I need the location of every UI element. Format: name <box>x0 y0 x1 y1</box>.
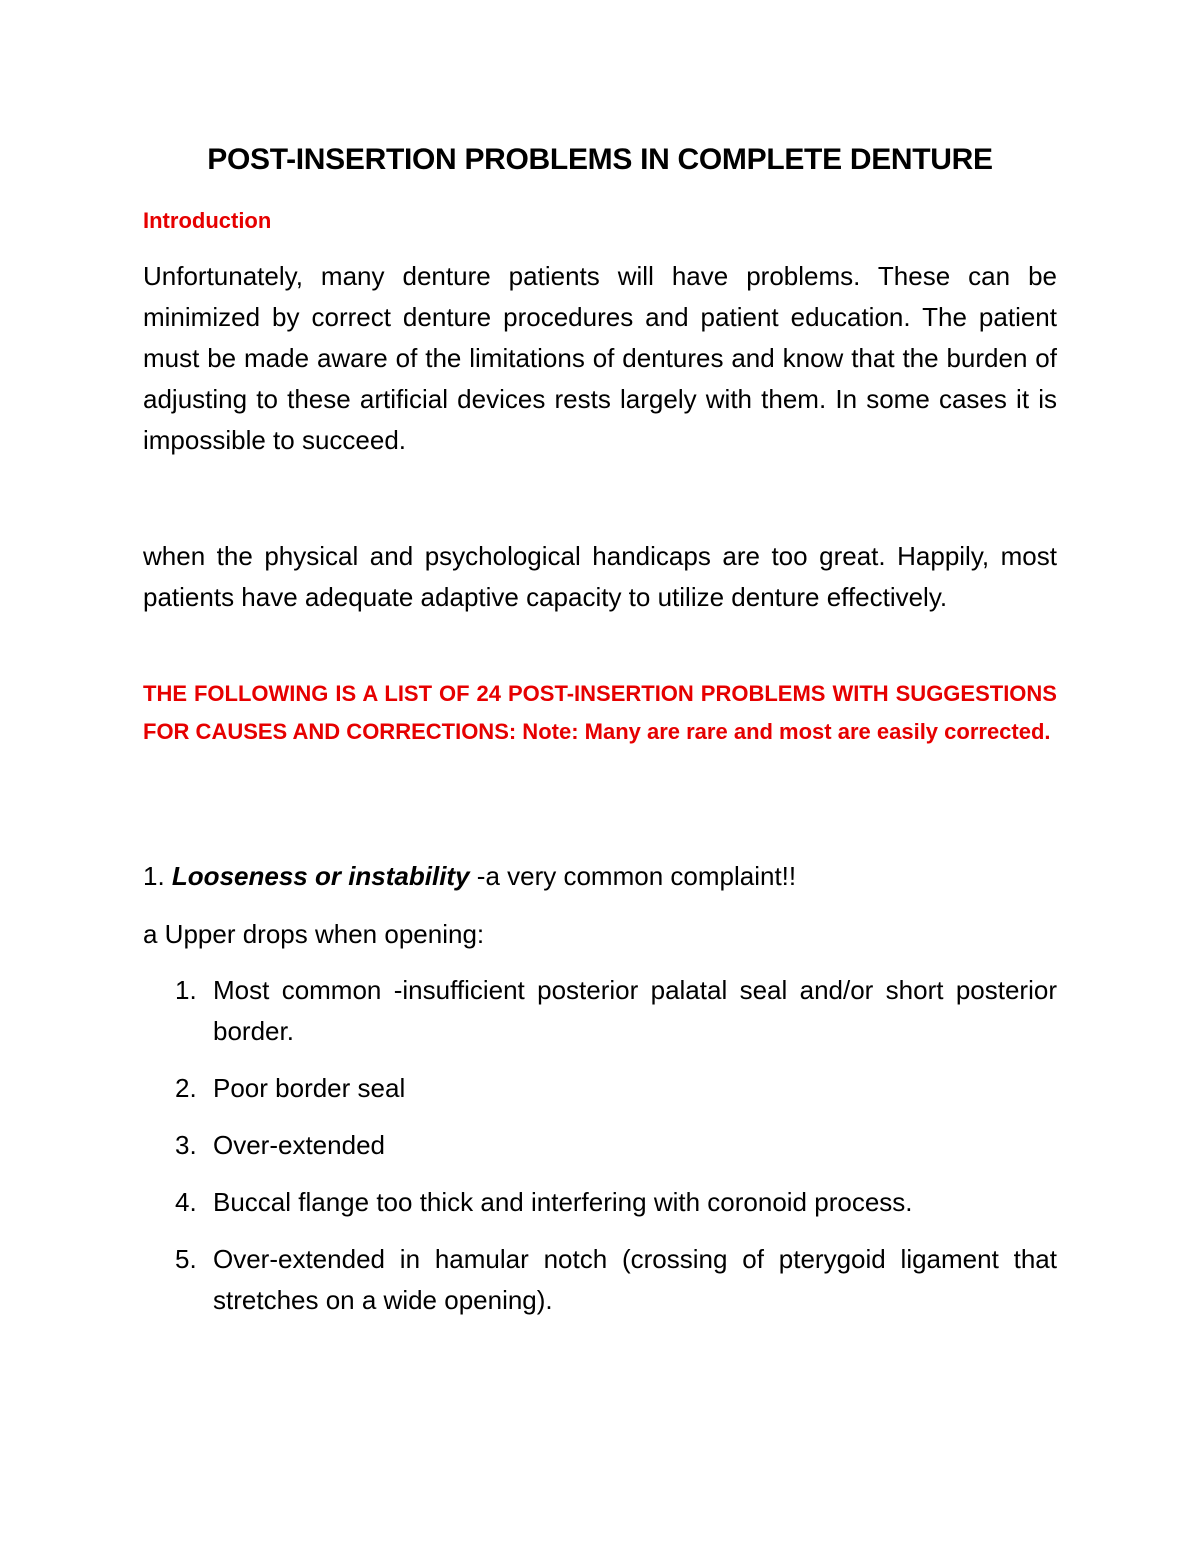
problem-title: Looseness or instability <box>171 861 470 891</box>
notice-paragraph: THE FOLLOWING IS A LIST OF 24 POST-INSERTION PROBLEMS WITH SUGGESTIONS FOR CAUSES AND CORRECTIONS: Note: Many are rare and most are easily corrected. <box>143 681 1057 744</box>
list-item-text: Buccal flange too thick and interfering with coronoid process. <box>213 1187 913 1217</box>
intro-heading: Introduction <box>143 208 272 233</box>
list-item <box>143 1182 1057 1223</box>
list-item <box>143 1068 1057 1109</box>
sub-heading: a Upper drops when opening: <box>143 919 485 949</box>
list-item-number: 1. <box>175 975 197 1005</box>
page-title: POST-INSERTION PROBLEMS IN COMPLETE DENTURE <box>207 143 993 176</box>
list-item-number: 5. <box>175 1244 197 1274</box>
problem-description: very common complaint!! <box>499 861 797 891</box>
list-item <box>143 970 1057 1052</box>
list-item-number: 4. <box>175 1187 197 1217</box>
problem-number: 1. <box>143 861 172 891</box>
list-item-number: 3. <box>175 1130 197 1160</box>
problem-dash: -a <box>469 861 500 891</box>
intro-paragraph: Unfortunately, many denture patients will have problems. These can be minimized by correct denture procedures and patient education. The patient must be made aware of the limitations of dentures and know that the burden of adjusting to these artificial devices rests largely with them. In some cases it is impossible to succeed. <box>143 261 1057 455</box>
list-item-text: Most common -insufficient posterior palatal seal and/or short posterior border. <box>213 975 1057 1046</box>
problem-heading <box>143 856 796 897</box>
list-item-text: Poor border seal <box>213 1073 406 1103</box>
list-item-text: Over-extended in hamular notch (crossing of pterygoid ligament that stretches on a wide opening). <box>213 1244 1057 1315</box>
list-item-text: Over-extended <box>213 1130 385 1160</box>
list-item <box>143 1125 1057 1166</box>
list-item <box>143 1239 1057 1321</box>
causes-list <box>143 970 1057 1337</box>
continuation-paragraph: when the physical and psychological handicaps are too great. Happily, most patients have adequate adaptive capacity to utilize denture effectively. <box>143 541 1057 612</box>
list-item-number: 2. <box>175 1073 197 1103</box>
